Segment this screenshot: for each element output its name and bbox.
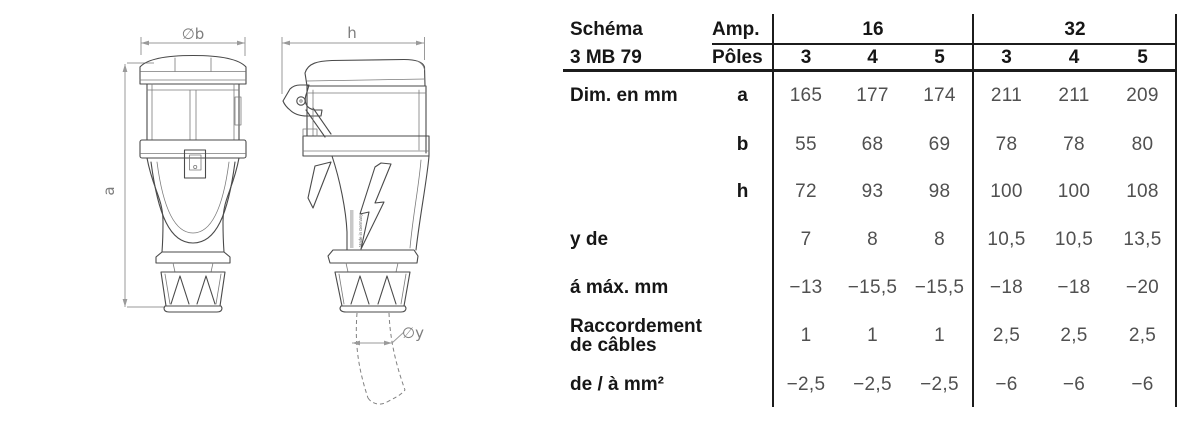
side-band [303, 136, 429, 156]
table-value: 78 [1063, 133, 1085, 155]
table-value: 209 [1126, 84, 1159, 106]
front-grip [147, 158, 163, 252]
table-divider-horizontal [563, 69, 1176, 72]
row-label: á máx. mm [570, 276, 669, 298]
spec-table [563, 14, 1177, 409]
front-body [147, 84, 239, 140]
arrowhead-left-icon [352, 341, 360, 346]
pole-count: 4 [1068, 46, 1080, 68]
front-latch [185, 150, 206, 178]
table-value: −15,5 [914, 276, 965, 298]
table-value: 10,5 [1054, 228, 1094, 250]
table-value: 68 [861, 133, 884, 155]
table-value: −6 [995, 373, 1018, 395]
arrowhead-right-icon [384, 341, 392, 346]
table-divider-vertical [772, 14, 774, 407]
pole-count: 3 [1001, 46, 1012, 68]
front-flange [156, 252, 230, 263]
schema-label: Schéma [570, 18, 643, 40]
side-flange [328, 250, 418, 263]
row-label [563, 120, 712, 168]
connector-technical-drawing [0, 0, 560, 427]
table-value: 1 [934, 325, 945, 346]
table-value: −6 [1062, 373, 1086, 395]
row-label: de / à mm² [570, 373, 664, 395]
pole-count: 5 [934, 46, 945, 68]
row-sublabel: a [737, 84, 748, 106]
table-divider-vertical [1175, 14, 1177, 407]
cable-dashed [356, 313, 405, 404]
table-value: 93 [861, 181, 884, 202]
poles-label: Pôles [712, 46, 763, 68]
table-value: 1 [800, 325, 812, 346]
dimension-y [352, 324, 424, 345]
arrowhead-left-icon [282, 41, 290, 46]
arrowhead-right-icon [416, 41, 424, 46]
table-value: 2,5 [1060, 325, 1088, 346]
arrowhead-down-icon [123, 299, 128, 307]
table-value: −6 [1131, 373, 1154, 395]
amp-label: Amp. [712, 18, 760, 40]
table-value: 8 [867, 228, 878, 250]
table-value: 80 [1131, 133, 1154, 155]
table-value: 100 [1057, 181, 1091, 202]
row-label: Raccordement de câbles [570, 315, 702, 356]
pole-count: 5 [1137, 46, 1148, 68]
side-view [282, 24, 429, 404]
row-sublabel [712, 311, 773, 360]
amp-group-16: 16 [862, 18, 884, 40]
dim-label-h: h [347, 24, 357, 42]
table-value: 69 [928, 133, 951, 155]
micro-marking-bar [350, 210, 354, 248]
table-value: 55 [795, 133, 817, 155]
side-cap [305, 60, 425, 87]
arrowhead-up-icon [123, 64, 128, 72]
table-value: −18 [989, 276, 1024, 298]
table-value: −13 [789, 276, 823, 298]
table-value: 98 [928, 181, 951, 202]
made-in-germany-marking: Made in Germany [358, 213, 363, 247]
front-gland [161, 272, 225, 312]
table-value: 108 [1126, 181, 1159, 202]
table-value: −18 [1057, 276, 1091, 298]
table-value: −2,5 [920, 373, 959, 395]
pole-count: 4 [867, 46, 878, 68]
table-value: 78 [995, 133, 1018, 155]
table-value: 177 [856, 84, 889, 106]
row-sublabel: b [736, 133, 749, 155]
row-label [563, 168, 712, 215]
table-value: 165 [789, 84, 823, 106]
row-sublabel: h [736, 181, 749, 202]
row-label: y de [570, 228, 609, 250]
dim-label-diameter-b: ∅b [181, 25, 205, 43]
row-sublabel [712, 263, 773, 311]
table-value: 8 [934, 228, 945, 250]
row-sublabel [712, 360, 773, 408]
side-handle [332, 156, 429, 250]
table-divider-vertical [972, 14, 974, 407]
dimension-b [141, 25, 245, 56]
table-value: 10,5 [987, 228, 1026, 250]
table-value: −20 [1125, 276, 1160, 298]
table-value: 211 [990, 84, 1023, 106]
table-value: 13,5 [1123, 228, 1162, 250]
pole-count: 3 [800, 46, 812, 68]
row-label: Dim. en mm [570, 84, 678, 106]
side-gland [335, 272, 410, 312]
schema-value: 3 MB 79 [570, 46, 642, 68]
table-value: 1 [867, 325, 878, 346]
table-value: 7 [800, 228, 812, 250]
arrowhead-left-icon [141, 41, 149, 46]
table-value: −2,5 [786, 373, 826, 395]
table-value: 72 [795, 181, 817, 202]
table-value: 211 [1058, 84, 1090, 106]
table-value: −2,5 [853, 373, 892, 395]
front-view [100, 25, 246, 312]
dim-label-diameter-y: ∅y [402, 324, 424, 342]
amp-group-32: 32 [1064, 18, 1086, 40]
arrowhead-right-icon [237, 41, 245, 46]
table-value: 2,5 [992, 325, 1021, 346]
side-body [307, 86, 426, 153]
lightning-bolt-icon [360, 163, 391, 249]
dim-label-a: a [100, 186, 118, 196]
table-value: −15,5 [847, 276, 898, 298]
table-divider-horizontal [712, 43, 1176, 45]
table-value: 174 [923, 84, 956, 106]
table-value: 2,5 [1128, 325, 1157, 346]
table-value: 100 [990, 181, 1023, 202]
row-sublabel [712, 215, 773, 263]
